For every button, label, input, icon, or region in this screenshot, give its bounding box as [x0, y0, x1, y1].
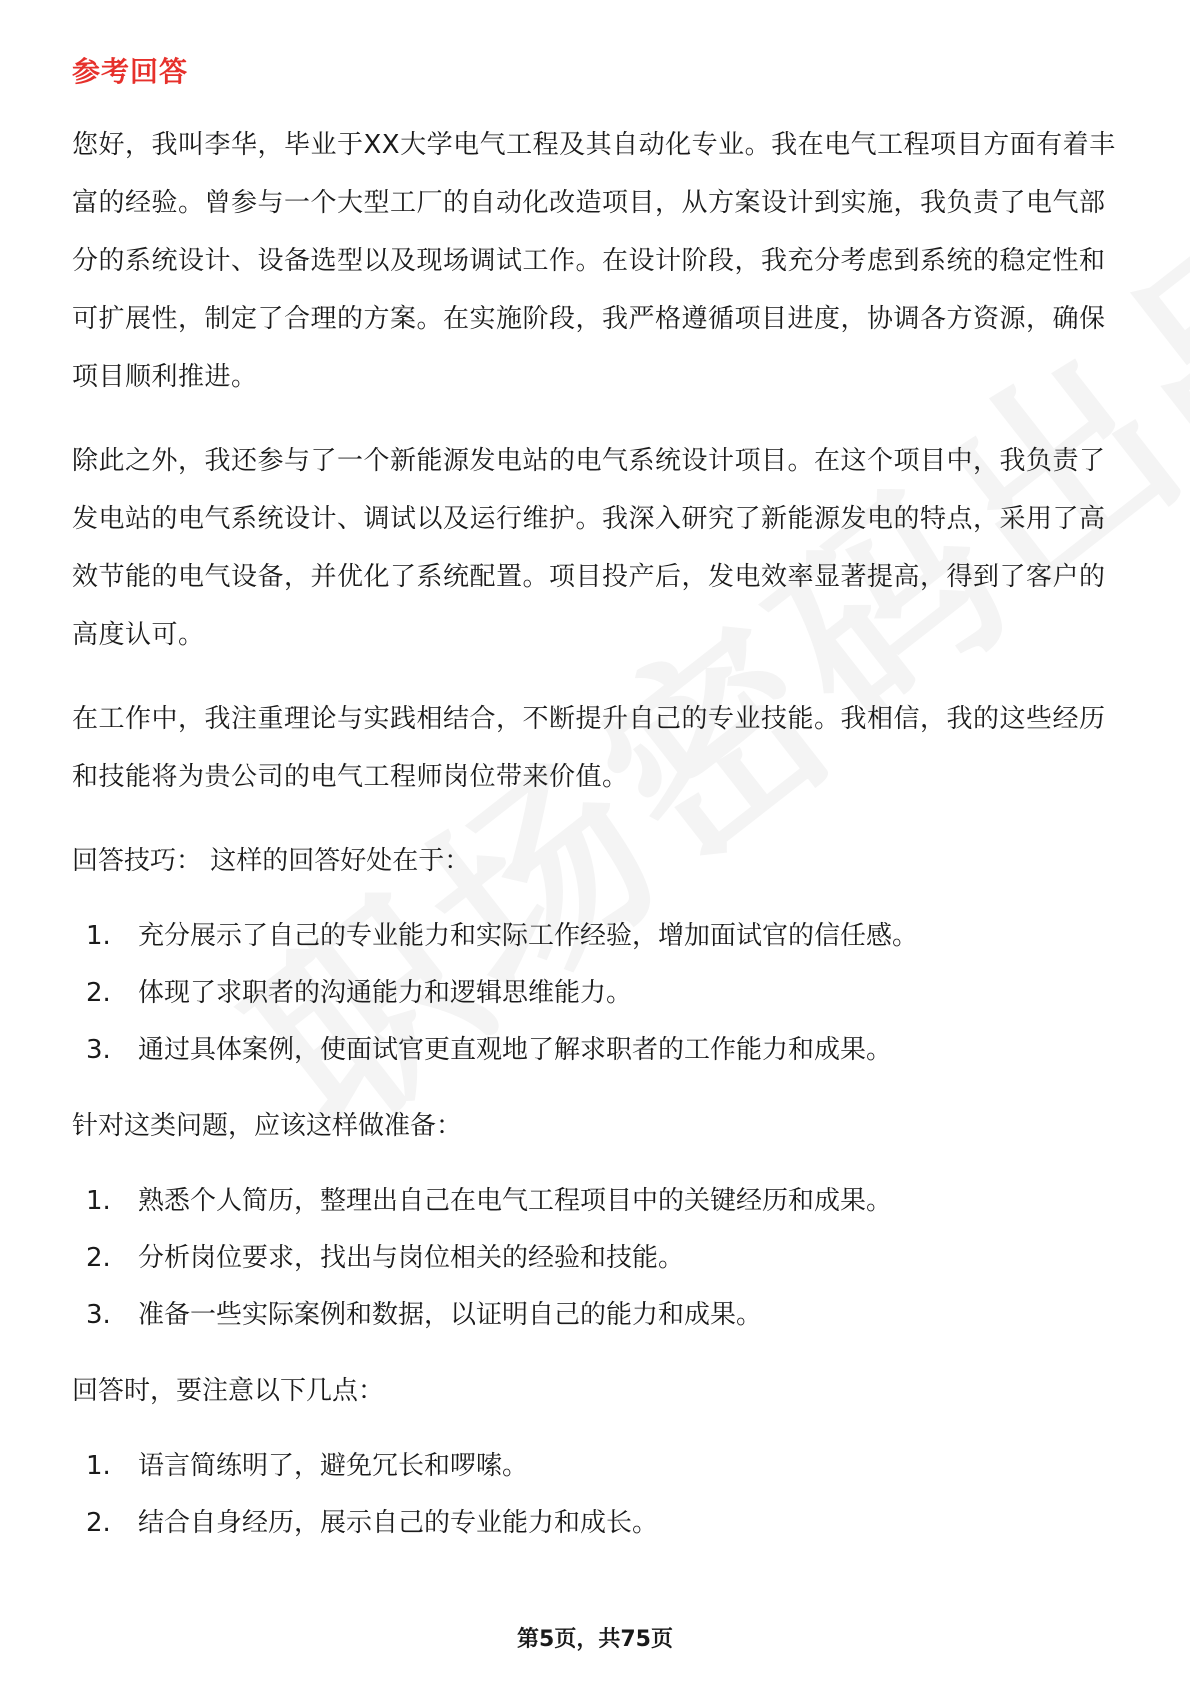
list-item — [72, 1495, 1122, 1552]
list-item — [72, 1287, 1122, 1344]
list-item — [72, 1438, 1122, 1495]
list-item — [72, 965, 1122, 1022]
list-text: 结合自身经历，展示自己的专业能力和成长。 — [138, 1508, 659, 1538]
list-item — [72, 908, 1122, 965]
list-text: 体现了求职者的沟通能力和逻辑思维能力。 — [138, 978, 633, 1008]
answer-paragraph-3: 在工作中，我注重理论与实践相结合，不断提升自己的专业技能。我相信，我的这些经历和技能将为贵公司的电气工程师岗位带来价值。 — [72, 704, 1106, 792]
answer-paragraph-2: 除此之外，我还参与了一个新能源发电站的电气系统设计项目。在这个项目中，我负责了发电站的电气系统设计、调试以及运行维护。我深入研究了新能源发电的特点，采用了高效节能的电气设备，并优化了系统配置。项目投产后，发电效率显著提高，得到了客户的高度认可。 — [72, 446, 1106, 650]
content — [72, 116, 1122, 1570]
list-number: 3. — [86, 1035, 111, 1065]
attention-list — [72, 1438, 1122, 1552]
list-number: 3. — [86, 1300, 111, 1330]
attention-label: 回答时，要注意以下几点： — [72, 1376, 385, 1406]
tips-list — [72, 908, 1122, 1079]
list-item — [72, 1230, 1122, 1287]
tips-label: 回答技巧： 这样的回答好处在于： — [72, 846, 471, 876]
page-footer: 第5页，共75页 — [517, 1627, 673, 1652]
list-number: 1. — [86, 921, 111, 951]
list-text: 语言简练明了，避免冗长和啰嗦。 — [138, 1451, 529, 1481]
list-text: 准备一些实际案例和数据，以证明自己的能力和成果。 — [138, 1300, 763, 1330]
list-item — [72, 1173, 1122, 1230]
list-number: 1. — [86, 1451, 111, 1481]
prepare-label: 针对这类问题，应该这样做准备： — [72, 1111, 463, 1141]
list-text: 分析岗位要求，找出与岗位相关的经验和技能。 — [138, 1243, 685, 1273]
list-text: 熟悉个人简历，整理出自己在电气工程项目中的关键经历和成果。 — [138, 1186, 893, 1216]
list-item — [72, 1022, 1122, 1079]
list-text: 通过具体案例，使面试官更直观地了解求职者的工作能力和成果。 — [138, 1035, 893, 1065]
list-number: 1. — [86, 1186, 111, 1216]
list-number: 2. — [86, 1508, 111, 1538]
list-number: 2. — [86, 978, 111, 1008]
prepare-list — [72, 1173, 1122, 1344]
section-title: 参考回答 — [72, 55, 189, 88]
list-number: 2. — [86, 1243, 111, 1273]
list-text: 充分展示了自己的专业能力和实际工作经验，增加面试官的信任感。 — [138, 921, 919, 951]
answer-paragraph-1: 您好，我叫李华，毕业于XX大学电气工程及其自动化专业。我在电气工程项目方面有着丰富的经验。曾参与一个大型工厂的自动化改造项目，从方案设计到实施，我负责了电气部分的系统设计、设备选型以及现场调试工作。在设计阶段，我充分考虑到系统的稳定性和可扩展性，制定了合理的方案。在实施阶段，我严格遵循项目进度，协调各方资源，确保项目顺利推进。 — [72, 130, 1116, 392]
